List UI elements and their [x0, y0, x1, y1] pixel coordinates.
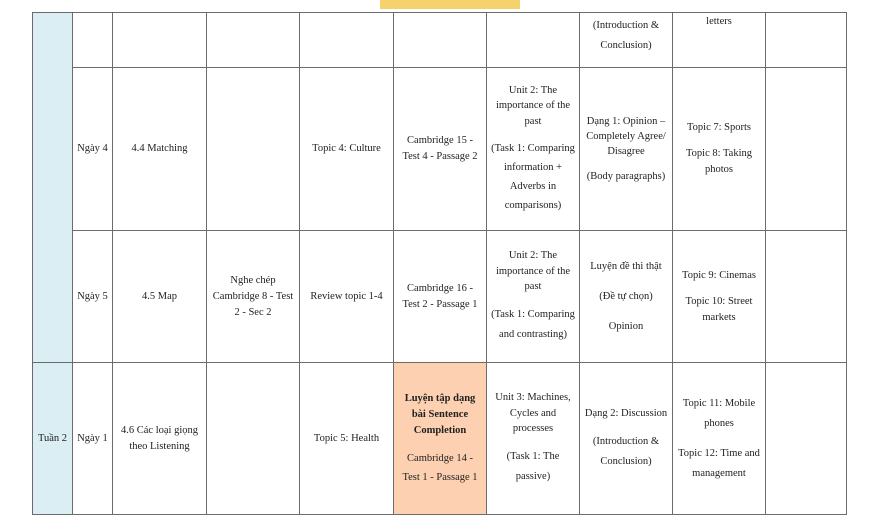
reading-line: Test 4 - Passage 2 [402, 151, 478, 162]
writing-task1-line: passive) [515, 470, 551, 482]
vocab-line: Topic 10: Street [685, 295, 753, 307]
reading-cell [394, 231, 487, 363]
day-cell: Ngày 4 [73, 68, 113, 231]
dictation-line: Nghe chép [230, 274, 276, 286]
writing-task1-line: past [524, 115, 542, 127]
writing-task2-line: Disagree [607, 146, 645, 157]
notes-cell [766, 363, 847, 515]
reading-line: Test 2 - Passage 1 [402, 298, 478, 310]
writing-task2-line: Dạng 1: Opinion – [586, 116, 666, 127]
reading-heading-line: Completion [413, 424, 467, 436]
reading-line: Test 1 - Passage 1 [402, 471, 478, 483]
vocab-cell [673, 363, 766, 515]
listening-cell: 4.4 Matching [113, 68, 207, 231]
writing-task2-line: (Introduction & [592, 435, 660, 447]
dictation-line: Cambridge 8 - Test [212, 290, 294, 302]
vocab-line: Topic 11: Mobile [682, 397, 756, 409]
listening-cell [113, 363, 207, 515]
writing-task1-cell [487, 13, 580, 68]
reading-cell [394, 68, 487, 231]
reading-line: Cambridge 15 - [407, 135, 473, 146]
notes-cell [766, 231, 847, 363]
writing-task1-line: Unit 3: Machines, [495, 392, 571, 404]
writing-task1-line: comparisons) [504, 200, 562, 212]
vocab-line: letters [706, 16, 732, 27]
writing-task2-line: Completely Agree/ [586, 131, 666, 142]
dictation-cell [207, 68, 300, 231]
dictation-cell [207, 13, 300, 68]
writing-task2-line: Conclusion) [600, 40, 652, 51]
listening-cell [113, 13, 207, 68]
header-accent-bar [380, 0, 520, 9]
day-cell: Ngày 1 [73, 363, 113, 515]
vocab-line: Topic 7: Sports [686, 122, 751, 133]
table-row [33, 363, 847, 515]
day-cell [73, 13, 113, 68]
listening-line: theo Listening [129, 440, 190, 452]
writing-task1-cell [487, 68, 580, 231]
vocab-line: Topic 12: Time and [678, 447, 760, 459]
writing-task1-line: (Task 1: Comparing [491, 143, 575, 155]
vocab-line: photos [704, 164, 733, 175]
writing-task1-line: Unit 2: The [508, 84, 558, 96]
writing-task2-cell [580, 13, 673, 68]
listening-line: 4.6 Các loại giọng [121, 424, 198, 436]
writing-task2-line: Conclusion) [600, 455, 652, 467]
writing-task2-line: (Đề tự chọn) [599, 290, 653, 302]
vocab-line: Topic 9: Cinemas [682, 269, 756, 281]
dictation-cell [207, 231, 300, 363]
speaking-cell [300, 13, 394, 68]
writing-task1-line: past [524, 281, 542, 293]
writing-task1-line: processes [512, 423, 554, 435]
writing-task1-line: (Task 1: The [506, 450, 560, 462]
week-cell-1 [33, 13, 73, 363]
dictation-cell [207, 363, 300, 515]
writing-task1-line: importance of the [495, 100, 571, 112]
table-row [33, 231, 847, 363]
writing-task1-line: information + [503, 162, 563, 174]
week-cell-2: Tuần 2 [33, 363, 73, 515]
writing-task2-line: Opinion [608, 320, 644, 332]
writing-task1-cell [487, 231, 580, 363]
writing-task2-line: (Body paragraphs) [586, 171, 666, 182]
writing-task2-cell [580, 68, 673, 231]
writing-task2-line: Luyện đề thi thật [590, 260, 662, 272]
speaking-cell: Topic 5: Health [300, 363, 394, 515]
vocab-line: phones [704, 417, 734, 429]
writing-task1-line: (Task 1: Comparing [491, 308, 575, 320]
table-row [33, 68, 847, 231]
speaking-cell: Review topic 1-4 [300, 231, 394, 363]
speaking-cell: Topic 4: Culture [300, 68, 394, 231]
vocab-cell [673, 231, 766, 363]
vocab-line: markets [702, 311, 736, 323]
reading-line: Cambridge 16 - [407, 282, 473, 294]
study-schedule-table [32, 12, 847, 515]
vocab-line: Topic 8: Taking [686, 148, 752, 159]
writing-task2-cell [580, 363, 673, 515]
writing-task2-cell [580, 231, 673, 363]
reading-cell-highlighted [394, 363, 487, 515]
listening-cell: 4.5 Map [113, 231, 207, 363]
day-cell: Ngày 5 [73, 231, 113, 363]
dictation-line: 2 - Sec 2 [234, 306, 272, 318]
reading-heading-line: bài Sentence [411, 408, 469, 420]
writing-task1-line: importance of the [495, 265, 571, 277]
writing-task1-line: Adverbs in [509, 181, 557, 193]
writing-task1-line: and contrasting) [499, 328, 567, 340]
reading-line: Cambridge 14 - [407, 452, 473, 464]
writing-task1-line: Unit 2: The [508, 250, 558, 262]
reading-heading-line: Luyện tập dạng [404, 392, 476, 404]
reading-cell [394, 13, 487, 68]
vocab-cell [673, 13, 766, 68]
vocab-cell [673, 68, 766, 231]
notes-cell [766, 13, 847, 68]
writing-task1-cell [487, 363, 580, 515]
writing-task2-line: (Introduction & [592, 20, 660, 31]
writing-task2-line: Dạng 2: Discussion [584, 407, 668, 419]
writing-task1-line: Cycles and [509, 407, 557, 419]
notes-cell [766, 68, 847, 231]
vocab-line: management [692, 467, 746, 479]
table-row [33, 13, 847, 68]
